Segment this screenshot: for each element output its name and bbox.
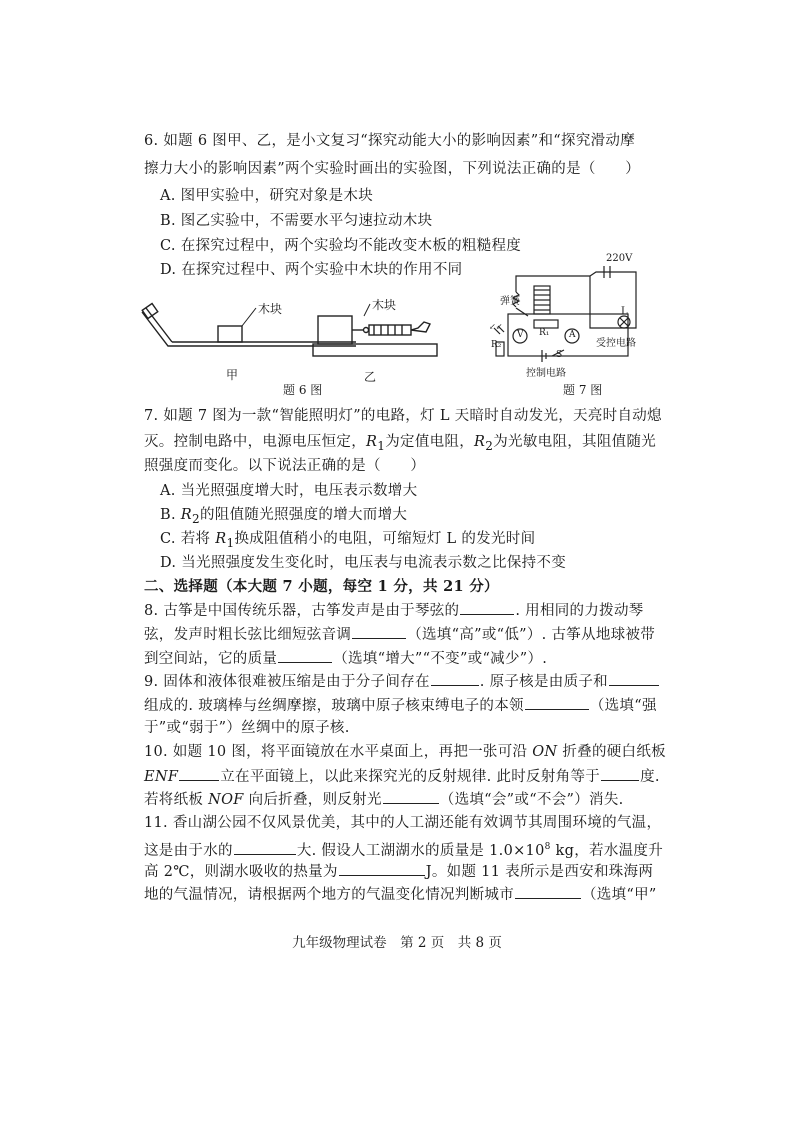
section-2-heading: 二、选择题（本大题 7 小题，每空 1 分，共 21 分） <box>144 578 499 595</box>
fig7-voltage-label: 220V <box>606 253 633 264</box>
fig7-ammeter-label: A <box>569 330 576 340</box>
q6-stem-line1: 6. 如题 6 图甲、乙，是小文复习“探究动能大小的影响因素”和“探究滑动摩 <box>144 133 636 149</box>
fig6-block-label-a: 木块 <box>258 302 283 316</box>
q11-line2: 这是由于水的 大. 假设人工湖湖水的质量是 $1.0\times 10^8$ kg，若水温度升 <box>144 837 663 861</box>
q10-line3: 若将纸板 NOF 向后折叠，则反射光 （选填“会”或“不会”）消失. <box>144 789 624 810</box>
q6-stem-line2: 擦力大小的影响因素”两个实验时画出的实验图，下列说法正确的是（ ） <box>144 161 641 177</box>
q11-line1: 11. 香山湖公园不仅风景优美，其中的人工湖还能有效调节其周围环境的气温， <box>144 815 662 831</box>
q7-stem-line1: 7. 如题 7 图为一款“智能照明灯”的电路，灯 L 天暗时自动发光，天亮时自动熄 <box>144 408 662 424</box>
q6-option-d: D. 在探究过程中、两个实验中木块的作用不同 <box>160 262 463 278</box>
q6-option-b: B. 图乙实验中，不需要水平匀速拉动木块 <box>160 213 433 229</box>
fig6-caption: 题 6 图 <box>283 383 323 397</box>
fig7-spring-label: 弹簧 <box>500 296 520 307</box>
q7-option-a: A. 当光照强度增大时，电压表示数增大 <box>160 483 418 499</box>
fig6-label-jia: 甲 <box>226 368 239 382</box>
q8-line2: 弦，发声时粗长弦比细短弦音调 （选填“高”或“低”）. 古筝从地球被带 <box>144 624 655 645</box>
q10-line1: 10. 如题 10 图，将平面镜放在水平桌面上，再把一张可沿 ON 折叠的硬白纸板 <box>144 744 666 760</box>
fig7-voltmeter-label: V <box>517 330 524 340</box>
q11-line4: 地的气温情况，请根据两个地方的气温变化情况判断城市 （选填“甲” <box>144 884 657 905</box>
q6-option-c: C. 在探究过程中，两个实验均不能改变木板的粗糙程度 <box>160 238 522 254</box>
q11-blank-3[interactable] <box>515 884 581 899</box>
fig7-caption: 题 7 图 <box>563 383 603 397</box>
q7-stem-line3: 照强度而变化。以下说法正确的是（ ） <box>144 458 426 474</box>
q10-blank-2[interactable] <box>601 766 639 781</box>
q7-stem-line2: 灭。控制电路中，电源电压恒定，$R_1$为定值电阻，$R_2$为光敏电阻，其阻值随光 <box>144 434 657 453</box>
q9-line2: 组成的. 玻璃棒与丝绸摩擦，玻璃中原子核束缚电子的本领 （选填“强 <box>144 695 657 716</box>
q11-blank-2[interactable] <box>339 861 425 876</box>
fig6-block-label-b: 木块 <box>372 298 397 312</box>
fig7-switch-label: S <box>556 350 563 360</box>
page-footer: 九年级物理试卷 第 2 页 共 8 页 <box>292 935 502 951</box>
q11-line3: 高 2℃，则湖水吸收的热量为 J。如题 11 表所示是西安和珠海两 <box>144 861 653 882</box>
q11-blank-1[interactable] <box>234 840 296 855</box>
q7-option-c: C. 若将 $R_1$换成阻值稍小的电阻，可缩短灯 L 的发光时间 <box>160 531 536 550</box>
q8-line3: 到空间站，它的质量 （选填“增大”“不变”或“减少”）. <box>144 648 547 669</box>
fig7-lamp-label: L <box>621 306 628 317</box>
fig7-r2-label: R₂ <box>491 340 502 350</box>
fig7-light-marks: ↙↙ <box>489 322 503 331</box>
q7-option-d: D. 当光照强度发生变化时，电压表与电流表示数之比保持不变 <box>160 555 567 571</box>
fig7-control-circuit-label: 控制电路 <box>526 368 566 379</box>
q9-blank-1[interactable] <box>431 671 479 686</box>
q10-blank-1[interactable] <box>179 766 219 781</box>
q7-option-b: B. $R_2$的阻值随光照强度的增大而增大 <box>160 507 408 526</box>
fig7-r1-label: R₁ <box>539 328 550 338</box>
q10-blank-3[interactable] <box>383 789 439 804</box>
q6-option-a: A. 图甲实验中，研究对象是木块 <box>160 188 373 204</box>
q9-blank-2[interactable] <box>609 671 659 686</box>
fig7-controlled-circuit-label: 受控电路 <box>596 338 636 349</box>
q8-line1: 8. 古筝是中国传统乐器，古筝发声是由于琴弦的 . 用相同的力拨动琴 <box>144 600 644 621</box>
q10-line2: ENF 立在平面镜上，以此来探究光的反射规律. 此时反射角等于 度. <box>144 766 660 787</box>
q8-blank-2[interactable] <box>352 624 406 639</box>
q9-blank-3[interactable] <box>525 695 589 710</box>
q9-line3: 于”或“弱于”）丝绸中的原子核. <box>144 720 350 736</box>
q9-line1: 9. 固体和液体很难被压缩是由于分子间存在 . 原子核是由质子和 <box>144 671 660 692</box>
q8-blank-1[interactable] <box>460 600 514 615</box>
fig6-label-yi: 乙 <box>364 370 377 384</box>
q8-blank-3[interactable] <box>278 648 332 663</box>
